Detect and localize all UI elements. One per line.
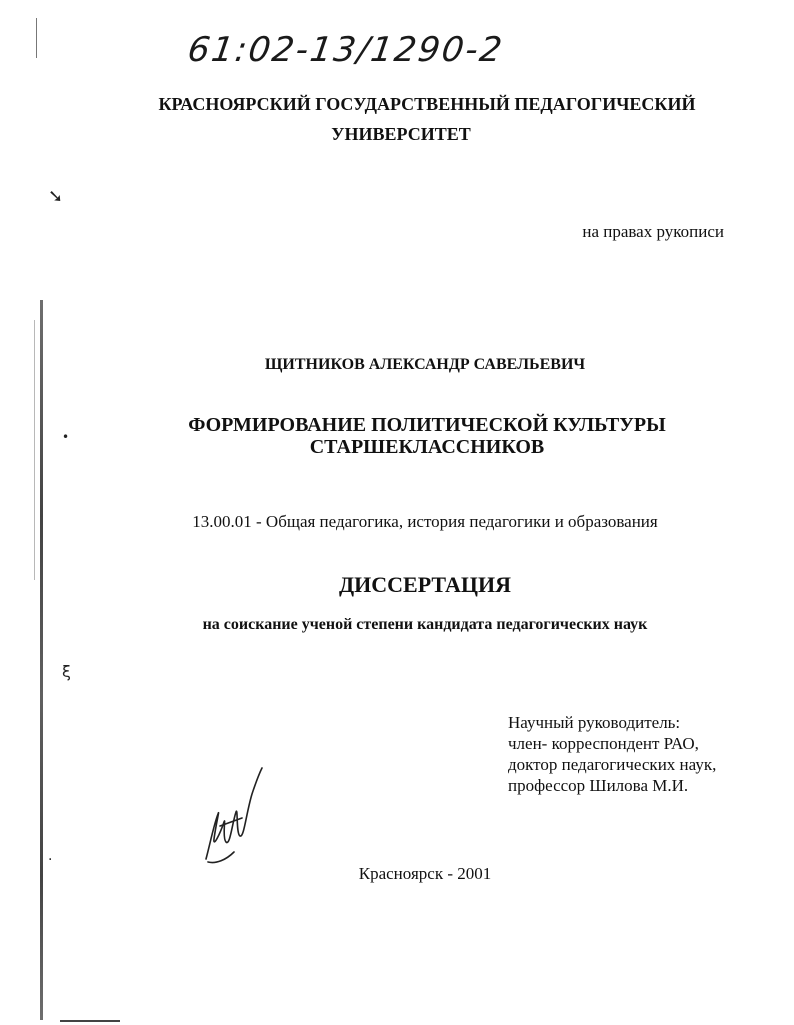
specialty-code: 13.00.01 - Общая педагогика, история педагогики и образования: [192, 512, 658, 531]
author-name: ЩИТНИКОВ АЛЕКСАНДР САВЕЛЬЕВИЧ: [264, 356, 586, 373]
scientific-advisor-block: [508, 712, 716, 796]
dissertation-title-line1: ФОРМИРОВАНИЕ ПОЛИТИЧЕСКОЙ КУЛЬТУРЫ: [188, 414, 666, 436]
city-and-year: Красноярск - 2001: [358, 864, 492, 883]
advisor-name: профессор Шилова М.И.: [508, 776, 689, 795]
handwritten-signature: [196, 764, 276, 874]
manuscript-note: на правах рукописи: [582, 222, 724, 241]
scan-speck-icon: ·: [48, 852, 53, 868]
handwritten-catalog-number: 61:02-13/1290-2: [185, 30, 507, 70]
advisor-label: Научный руководитель:: [508, 713, 681, 732]
dissertation-title-line2: СТАРШЕКЛАССНИКОВ: [309, 436, 545, 458]
scan-mark-icon: ➘: [48, 186, 64, 207]
scan-speck-icon: •: [62, 430, 70, 444]
scan-top-line: [36, 18, 37, 58]
university-name-line1: КРАСНОЯРСКИЙ ГОСУДАРСТВЕННЫЙ ПЕДАГОГИЧЕСКИЙ: [158, 94, 696, 114]
scan-bottom-line: [60, 1020, 120, 1022]
scan-edge-shadow: [40, 300, 43, 1020]
university-name-line2: УНИВЕРСИТЕТ: [331, 124, 471, 144]
document-type-heading: ДИССЕРТАЦИЯ: [339, 572, 511, 597]
advisor-degree: доктор педагогических наук,: [508, 755, 717, 774]
advisor-rank: член- корреспондент РАО,: [508, 734, 699, 753]
degree-statement: на соискание ученой степени кандидата педагогических наук: [202, 616, 648, 633]
scan-speck-icon: ξ: [62, 662, 71, 681]
